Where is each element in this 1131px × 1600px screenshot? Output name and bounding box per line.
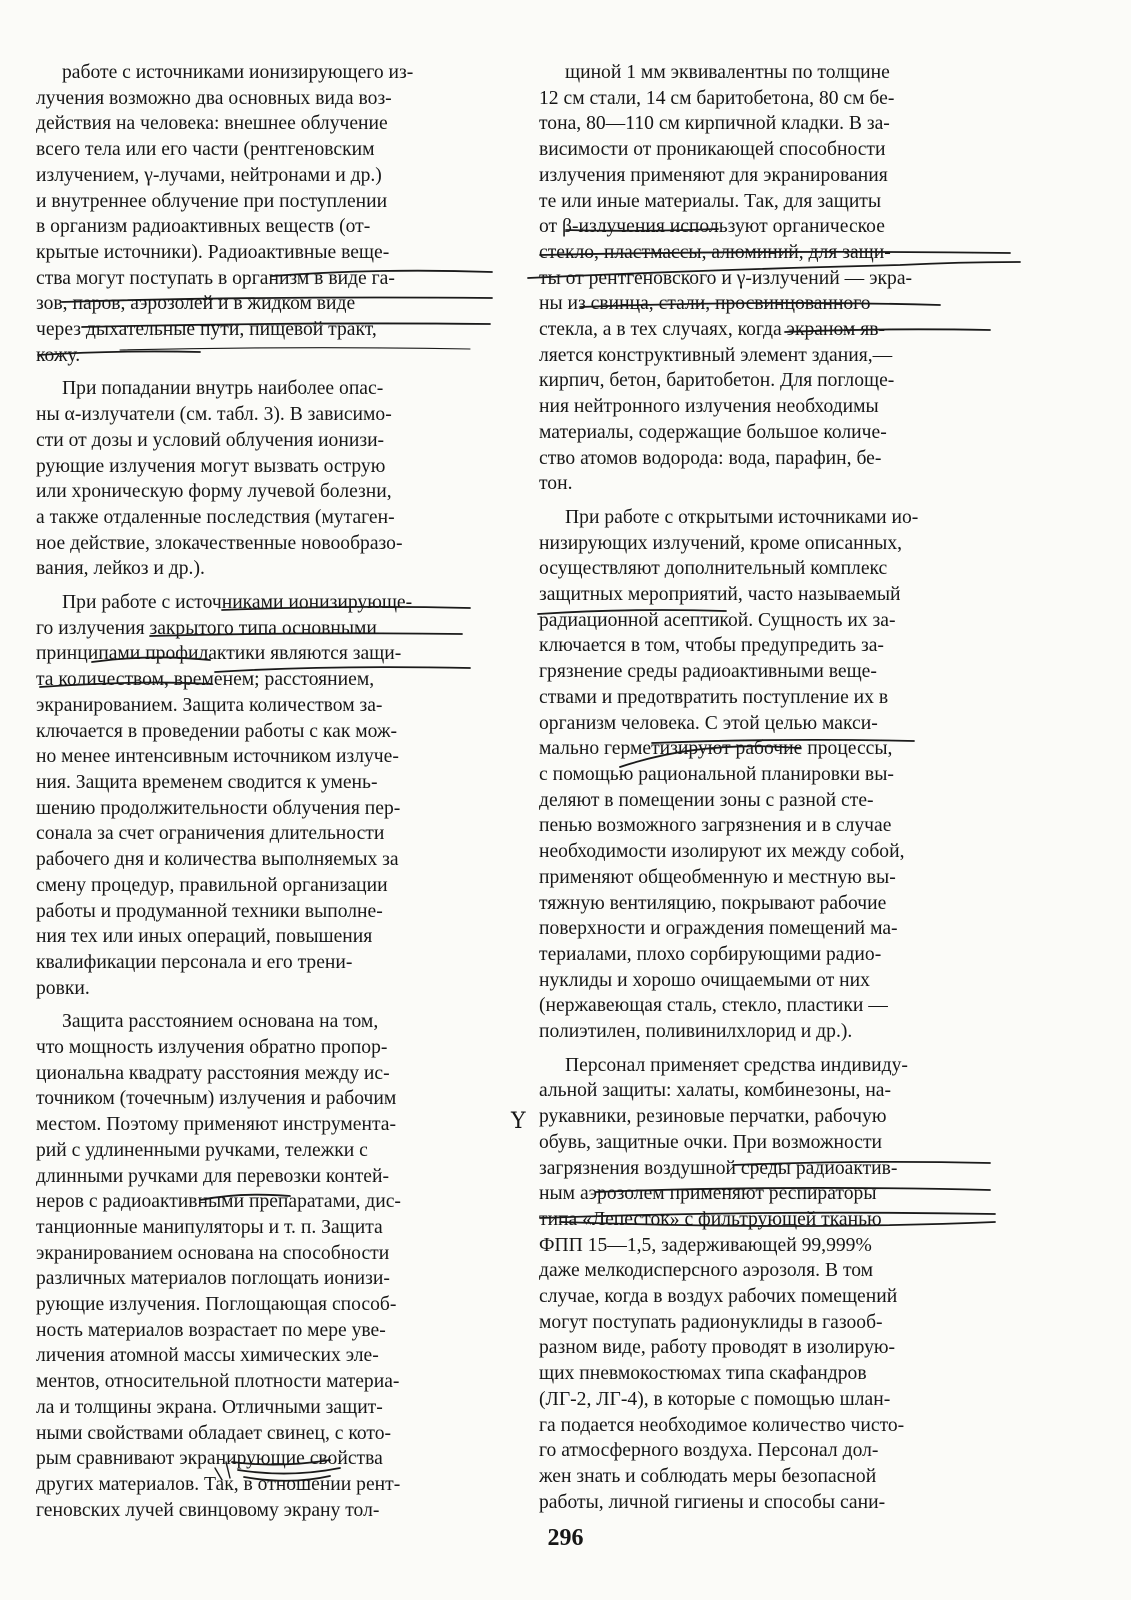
text-line: ство атомов водорода: вода, парафин, бе- bbox=[539, 447, 882, 469]
text-line: необходимости изолируют их между собой, bbox=[539, 841, 905, 863]
text-line: принципами профилактики являются защи- bbox=[36, 643, 402, 665]
text-line: от β-излучения используют органическое bbox=[539, 216, 885, 238]
text-line: циональна квадрату расстояния между ис- bbox=[36, 1062, 390, 1084]
text-line: поверхности и ограждения помещений ма- bbox=[539, 918, 898, 940]
text-line: работы, личной гигиены и способы сани- bbox=[539, 1491, 886, 1513]
text-line: жен знать и соблюдать меры безопасной bbox=[539, 1465, 877, 1487]
text-line: стекла, а в тех случаях, когда экраном яв- bbox=[539, 319, 885, 341]
text-line: или хроническую форму лучевой болезни, bbox=[36, 481, 392, 503]
text-line: местом. Поэтому применяют инструмента- bbox=[36, 1114, 396, 1136]
right-text-column bbox=[539, 60, 1019, 1515]
text-line: ровки. bbox=[36, 977, 90, 999]
text-line: полиэтилен, поливинилхлорид и др.). bbox=[539, 1021, 853, 1043]
text-line: мально герметизируют рабочие процессы, bbox=[539, 738, 893, 760]
text-line: тяжную вентиляцию, покрывают рабочие bbox=[539, 892, 887, 914]
text-line: а также отдаленные последствия (мутаген- bbox=[36, 506, 395, 528]
text-line: ства могут поступать в организм в виде га- bbox=[36, 267, 395, 289]
text-line: неров с радиоактивными препаратами, дис- bbox=[36, 1191, 401, 1213]
text-line: При попадании внутрь наиболее опас- bbox=[62, 378, 384, 400]
text-line: шению продолжительности облучения пер- bbox=[36, 797, 401, 819]
text-line: нуклиды и хорошо очищаемыми от них bbox=[539, 969, 870, 991]
text-line: та количеством, временем; расстоянием, bbox=[36, 669, 375, 691]
text-line: кирпич, бетон, баритобетон. Для поглоще- bbox=[539, 370, 895, 392]
text-line: типа «Лепесток» с фильтрующей тканью bbox=[539, 1208, 882, 1230]
text-line: точником (точечным) излучения и рабочим bbox=[36, 1088, 397, 1110]
text-line: (ЛГ-2, ЛГ-4), в которые с помощью шлан- bbox=[539, 1388, 891, 1410]
text-line: ны из свинца, стали, просвинцованного bbox=[539, 293, 871, 315]
text-line: ное действие, злокачественные новообразо- bbox=[36, 532, 403, 554]
text-line: работе с источниками ионизирующего из- bbox=[62, 62, 414, 83]
text-line: разном виде, работу проводят в изолирую- bbox=[539, 1337, 896, 1359]
text-line: кожу. bbox=[36, 344, 81, 366]
text-line: рующие излучения могут вызвать острую bbox=[36, 455, 386, 477]
text-line: экранированием основана на способности bbox=[36, 1242, 390, 1264]
text-line: териалами, плохо сорбирующими радио- bbox=[539, 943, 882, 965]
text-line: деляют в помещении зоны с разной сте- bbox=[539, 789, 874, 811]
text-line: ключается в проведении работы с как мож- bbox=[36, 720, 398, 742]
text-line: 12 см стали, 14 см баритобетона, 80 см бе- bbox=[539, 87, 895, 109]
text-line: сонала за счет ограничения длительности bbox=[36, 823, 385, 845]
text-line: зов, паров, аэрозолей и в жидком виде bbox=[36, 293, 356, 315]
text-line: При работе с открытыми источниками ио- bbox=[565, 506, 919, 528]
text-line: личения атомной массы химических эле- bbox=[36, 1345, 379, 1367]
text-line: рий с удлиненными ручками, тележки с bbox=[36, 1139, 368, 1161]
text-line: ными свойствами обладает свинец, с кото- bbox=[36, 1422, 392, 1444]
text-line: действия на человека: внешнее облучение bbox=[36, 113, 388, 135]
text-line: защитных мероприятий, часто называемый bbox=[539, 584, 901, 606]
text-line: всего тела или его части (рентгеновским bbox=[36, 139, 375, 161]
text-line: различных материалов поглощать ионизи- bbox=[36, 1268, 390, 1290]
text-line: ны α-излучатели (см. табл. 3). В зависимо- bbox=[36, 404, 392, 426]
text-line: грязнение среды радиоактивными веще- bbox=[539, 661, 877, 683]
text-line: пенью возможного загрязнения и в случае bbox=[539, 815, 892, 837]
text-line: через дыхательные пути, пищевой тракт, bbox=[36, 319, 377, 341]
text-line: с помощью рациональной планировки вы- bbox=[539, 763, 894, 785]
text-line: сти от дозы и условий облучения ионизи- bbox=[36, 429, 385, 451]
text-line: излучением, γ-лучами, нейтронами и др.) bbox=[36, 164, 382, 186]
text-line: что мощность излучения обратно пропор- bbox=[36, 1037, 388, 1059]
text-line: обувь, защитные очки. При возможности bbox=[539, 1131, 883, 1153]
text-line: ты от рентгеновского и γ-излучений — экра- bbox=[539, 267, 913, 289]
text-line: ла и толщины экрана. Отличными защит- bbox=[36, 1396, 383, 1418]
text-line: смену процедур, правильной организации bbox=[36, 874, 388, 896]
text-line: осуществляют дополнительный комплекс bbox=[539, 558, 888, 580]
text-line: радиационной асептикой. Сущность их за- bbox=[539, 609, 896, 631]
text-line: танционные манипуляторы и т. п. Защита bbox=[36, 1216, 383, 1238]
text-line: рабочего дня и количества выполняемых за bbox=[36, 849, 399, 871]
text-line: щиной 1 мм эквивалентны по толщине bbox=[565, 62, 890, 83]
page-number: 296 bbox=[547, 1525, 584, 1551]
text-line: крытые источники). Радиоактивные веще- bbox=[36, 241, 390, 263]
text-line: в организм радиоактивных веществ (от- bbox=[36, 216, 371, 238]
text-line: рукавники, резиновые перчатки, рабочую bbox=[539, 1106, 887, 1128]
text-line: те или иные материалы. Так, для защиты bbox=[539, 190, 882, 212]
text-line: ния тех или иных операций, повышения bbox=[36, 926, 373, 948]
text-line: рующие излучения. Поглощающая способ- bbox=[36, 1294, 397, 1316]
text-line: низирующих излучений, кроме описанных, bbox=[539, 532, 903, 554]
text-line: излучения применяют для экранирования bbox=[539, 164, 888, 186]
text-line: ния нейтронного излучения необходимы bbox=[539, 396, 879, 418]
text-line: тона, 80—110 см кирпичной кладки. В за- bbox=[539, 113, 890, 135]
text-line: га подается необходимое количество чисто- bbox=[539, 1414, 905, 1436]
text-line: работы и продуманной техники выполне- bbox=[36, 900, 383, 922]
text-line: могут поступать радионуклиды в газооб- bbox=[539, 1311, 883, 1333]
text-line: и внутреннее облучение при поступлении bbox=[36, 190, 388, 212]
text-line: квалификации персонала и его трени- bbox=[36, 951, 353, 973]
text-line: загрязнения воздушной среды радиоактив- bbox=[539, 1157, 898, 1179]
text-line: Персонал применяет средства индивиду- bbox=[565, 1054, 908, 1076]
text-line: экранированием. Защита количеством за- bbox=[36, 694, 383, 716]
text-line: (нержавеющая сталь, стекло, пластики — bbox=[539, 995, 888, 1017]
text-line: го излучения закрытого типа основными bbox=[36, 617, 377, 639]
text-line: тон. bbox=[539, 473, 573, 495]
text-line: вания, лейкоз и др.). bbox=[36, 558, 205, 580]
text-line: висимости от проникающей способности bbox=[539, 139, 886, 161]
text-line: ФПП 15—1,5, задерживающей 99,999% bbox=[539, 1234, 872, 1256]
text-line: лучения возможно два основных вида воз- bbox=[36, 87, 392, 109]
text-line: рым сравнивают экранирующие свойства bbox=[36, 1448, 383, 1470]
text-line: При работе с источниками ионизирующе- bbox=[62, 592, 413, 614]
text-line: ляется конструктивный элемент здания,— bbox=[539, 344, 893, 366]
text-line: ния. Защита временем сводится к умень- bbox=[36, 771, 378, 793]
text-line: го атмосферного воздуха. Персонал дол- bbox=[539, 1440, 879, 1462]
text-line: применяют общеобменную и местную вы- bbox=[539, 866, 896, 888]
text-line: даже мелкодисперсного аэрозоля. В том bbox=[539, 1260, 874, 1282]
text-line: Защита расстоянием основана на том, bbox=[62, 1011, 379, 1033]
text-line: альной защиты: халаты, комбинезоны, на- bbox=[539, 1080, 892, 1102]
text-line: ным аэрозолем применяют респираторы bbox=[539, 1183, 877, 1205]
text-line: щих пневмокостюмах типа скафандров bbox=[539, 1363, 867, 1385]
text-line: ность материалов возрастает по мере уве- bbox=[36, 1319, 386, 1341]
text-line: длинными ручками для перевозки контей- bbox=[36, 1165, 390, 1187]
text-line: но менее интенсивным источником излуче- bbox=[36, 746, 399, 768]
left-text-column bbox=[36, 60, 516, 1523]
text-line: ментов, относительной плотности материа- bbox=[36, 1371, 400, 1393]
text-line: ключается в том, чтобы предупредить за- bbox=[539, 635, 884, 657]
text-line: материалы, содержащие большое количе- bbox=[539, 421, 887, 443]
text-line: случае, когда в воздух рабочих помещений bbox=[539, 1286, 898, 1308]
text-line: стекло, пластмассы, алюминий, для защи- bbox=[539, 241, 891, 263]
text-line: других материалов. Так, в отношении рент- bbox=[36, 1473, 401, 1495]
text-line: организм человека. С этой целью макси- bbox=[539, 712, 878, 734]
handwritten-margin-mark: Y bbox=[511, 1109, 526, 1134]
text-line: ствами и предотвратить поступление их в bbox=[539, 686, 889, 708]
text-line: геновских лучей свинцовому экрану тол- bbox=[36, 1499, 380, 1521]
